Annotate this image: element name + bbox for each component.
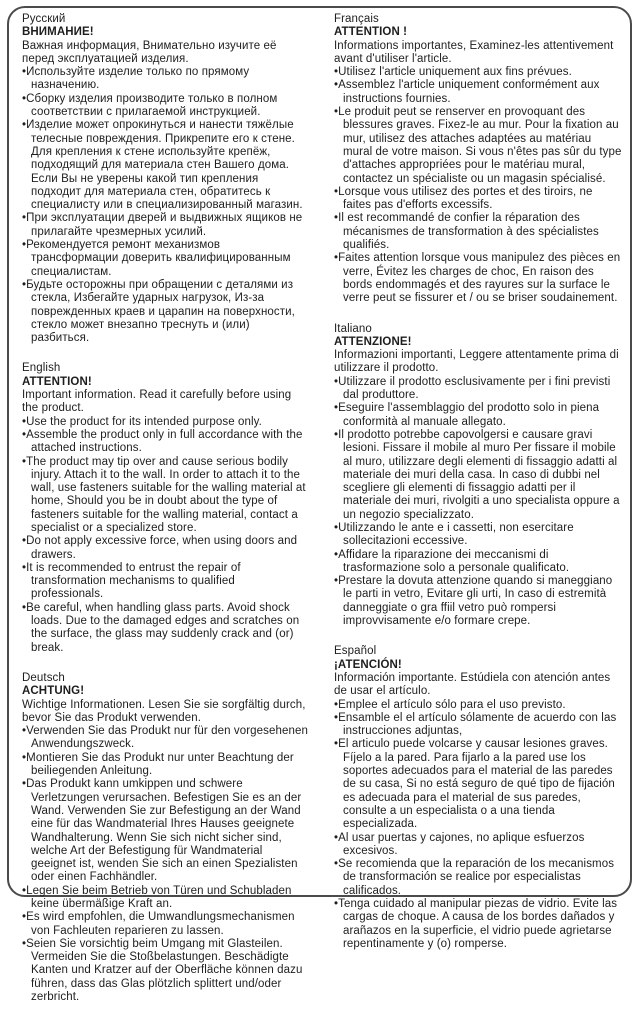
language-section: [22, 362, 310, 655]
bullet-item: • Do not apply excessive force, when using doors and drawers.: [22, 535, 310, 562]
bullet-item: • Montieren Sie das Produkt nur unter Beachtung der beiliegenden Anleitung.: [22, 752, 310, 779]
bullet-item: • Legen Sie beim Betrieb von Türen und Schubladen keine übermäßige Kraft an.: [22, 885, 310, 912]
bullet-list: [334, 376, 622, 629]
section-intro: Informations importantes, Examinez-les attentivement avant d'utiliser l'article.: [334, 39, 614, 65]
section-intro: Wichtige Informationen. Lesen Sie sie sorgfältig durch, bevor Sie das Produkt verwenden.: [22, 698, 306, 724]
bullet-item: • Assemblez l'article uniquement conformément aux instructions fournies.: [334, 79, 622, 106]
bullet-item: • Utilisez l'article uniquement aux fins prévues.: [334, 66, 622, 79]
bullet-item: • Рекомендуется ремонт механизмов трансформации доверить квалифицированным специалистам.: [22, 239, 310, 279]
language-section: [334, 323, 622, 629]
language-section: [334, 645, 622, 951]
bullet-item: • Use the product for its intended purpose only.: [22, 416, 310, 429]
bullet-item: • Affidare la riparazione dei meccanismi di trasformazione solo a personale qualificato.: [334, 549, 622, 576]
bullet-item: • El articulo puede volcarse y causar lesiones graves. Fíjelo a la pared. Para fijarlo a la pared use los soportes adecuados para el material de las paredes de su casa, Si no está seguro de qué tipo de fijación es adecuada para el material de sus paredes, consulte a un especialista o a una tienda especializada.: [334, 738, 622, 831]
section-intro: Important information. Read it carefully before using the product.: [22, 389, 292, 415]
section-intro: Важная информация, Внимательно изучите её перед эксплуатацией изделия.: [22, 39, 277, 65]
bullet-item: • It is recommended to entrust the repair of transformation mechanisms to qualified professionals.: [22, 562, 310, 602]
language-label: Deutsch: [22, 671, 65, 684]
bullet-item: • Assemble the product only in full accordance with the attached instructions.: [22, 429, 310, 456]
bullet-item: • Il est recommandé de confier la réparation des mécanismes de transformation à des spécialistes qualifiés.: [334, 212, 622, 252]
bullet-list: [22, 416, 310, 655]
language-section: [22, 672, 310, 1004]
bullet-item: • The product may tip over and cause serious bodily injury. Attach it to the wall. In order to attach it to the wall, use fasteners suitable for the walling material at home, Should you be in doubt about the type of fasteners suitable for the walling material, contact a specialist or a specialized store.: [22, 456, 310, 536]
section-intro: Informazioni importanti, Leggere attentamente prima di utilizzare il prodotto.: [334, 349, 619, 375]
bullet-item: • Lorsque vous utilisez des portes et des tiroirs, ne faites pas d'efforts excessifs.: [334, 186, 622, 213]
right-column: [334, 13, 622, 1021]
language-label: Русский: [22, 13, 66, 25]
bullet-item: • Le produit peut se renserver en provoquant des blessures graves. Fixez-le au mur. Pour la fixation au mur, utilisez des attaches adaptées au matériau mural de votre maison. Si vous n'êtes pas sûr du type d'attaches appropriées pour le matériau mural, contactez un spécialiste ou un magasin spécialisé.: [334, 106, 622, 186]
bullet-item: • Al usar puertas y cajones, no aplique esfuerzos excesivos.: [334, 832, 622, 859]
section-title: ACHTUNG!: [22, 685, 85, 698]
section-intro: Información importante. Estúdiela con atención antes de usar el artículo.: [334, 671, 611, 698]
bullet-item: • Ensamble el el artículo sólamente de acuerdo con las instrucciones adjuntas,: [334, 712, 622, 739]
bullet-list: [22, 66, 310, 345]
bullet-item: • Es wird empfohlen, die Umwandlungsmechanismen von Fachleuten reparieren zu lassen.: [22, 911, 310, 938]
bullet-list: [22, 725, 310, 1004]
bullet-item: • Prestare la dovuta attenzione quando si maneggiano le parti in vetro, Evitare gli urti, In caso di estremità danneggiate o gra ffiil vetro può rompersi improvvisamente e/o formare crepe.: [334, 575, 622, 628]
section-title: ATTENZIONE!: [334, 335, 412, 348]
bullet-item: • Eseguire l'assemblaggio del prodotto solo in piena conformità al manuale allegato.: [334, 402, 622, 429]
section-title: ¡ATENCIÓN!: [334, 658, 402, 671]
section-title: ATTENTION!: [22, 375, 92, 388]
bullet-item: • Seien Sie vorsichtig beim Umgang mit Glasteilen. Vermeiden Sie die Stoßbelastungen. Beschädigte Kanten und Kratzer auf der Oberfläche können dazu führen, dass das Glas plötzlich splittert und/oder zerbricht.: [22, 938, 310, 1004]
bullet-item: • Das Produkt kann umkippen und schwere Verletzungen verursachen. Befestigen Sie es an der Wand. Verwenden Sie zur Befestigung an der Wand eine für das Wandmaterial Ihres Hauses geeignete Wandhalterung. Wenn Sie sich nicht sicher sind, welche Art der Befestigung für Wandmaterial geeignet ist, wenden Sie sich an einen Spezialisten oder einen Fachhändler.: [22, 778, 310, 884]
bullet-item: • Verwenden Sie das Produkt nur für den vorgesehenen Anwendungszweck.: [22, 725, 310, 752]
bullet-item: • Будьте осторожны при обращении с деталями из стекла, Избегайте ударных нагрузок, Из-за поврежденных краев и царапин на поверхности, стекло может внезапно треснуть и (или) разбиться.: [22, 279, 310, 345]
left-column: [22, 13, 310, 1021]
language-section: [334, 13, 622, 306]
language-label: Français: [334, 13, 379, 25]
section-title: ВНИМАНИЕ!: [22, 26, 94, 39]
section-title: ATTENTION !: [334, 26, 408, 39]
bullet-item: • Utilizzando le ante e i cassetti, non esercitare sollecitazioni eccessive.: [334, 522, 622, 549]
bullet-item: • Изделие может опрокинуться и нанести тяжёлые телесные повреждения. Прикрепите его к стене. Для крепления к стене используйте крепёж, подходящий для материала стен Вашего дома. Если Вы не уверены какой тип крепления подходит для материала стен, обратитесь к специалисту или в специализированный магазин.: [22, 119, 310, 212]
language-section: [22, 13, 310, 345]
bullet-item: • Faites attention lorsque vous manipulez des pièces en verre, Évitez les charges de choc, En raison des bords endommagés et des rayures sur la surface le verre peut se fissurer et / ou se briser soudainement.: [334, 252, 622, 305]
bullet-item: • Be careful, when handling glass parts. Avoid shock loads. Due to the damaged edges and scratches on the surface, the glass may suddenly crack and (or) break.: [22, 602, 310, 655]
bullet-item: • Tenga cuidado al manipular piezas de vidrio. Evite las cargas de choque. A causa de los bordes dañados y arañazos en la superficie, el vidrio puede agrietarse repentinamente y (o) romperse.: [334, 898, 622, 951]
bullet-item: • Se recomienda que la reparación de los mecanismos de transformación se realice por especialistas calificados.: [334, 858, 622, 898]
bullet-item: • Сборку изделия производите только в полном соответствии с прилагаемой инструкцией.: [22, 93, 310, 120]
bullet-item: • Используйте изделие только по прямому назначению.: [22, 66, 310, 93]
bullet-list: [334, 699, 622, 952]
language-label: English: [22, 362, 61, 375]
language-label: Italiano: [334, 322, 372, 335]
bullet-list: [334, 66, 622, 305]
bullet-item: • При эксплуатации дверей и выдвижных ящиков не прилагайте чрезмерных усилий.: [22, 212, 310, 239]
bullet-item: • Il prodotto potrebbe capovolgersi e causare gravi lesioni. Fissare il mobile al muro Per fissare il mobile al muro, utilizzare degli elementi di fissaggio adatti al materiale dei muri della casa. In caso di dubbi nel scegliere gli elementi di fissaggio adatti per il materiale dei muri, rivolgiti a uno specialista oppure a un negozio specializzato.: [334, 429, 622, 522]
bullet-item: • Emplee el artículo sólo para el uso previsto.: [334, 699, 622, 712]
bullet-item: • Utilizzare il prodotto esclusivamente per i fini previsti dal produttore.: [334, 376, 622, 403]
instruction-sheet: [22, 13, 622, 1021]
language-label: Español: [334, 645, 377, 658]
